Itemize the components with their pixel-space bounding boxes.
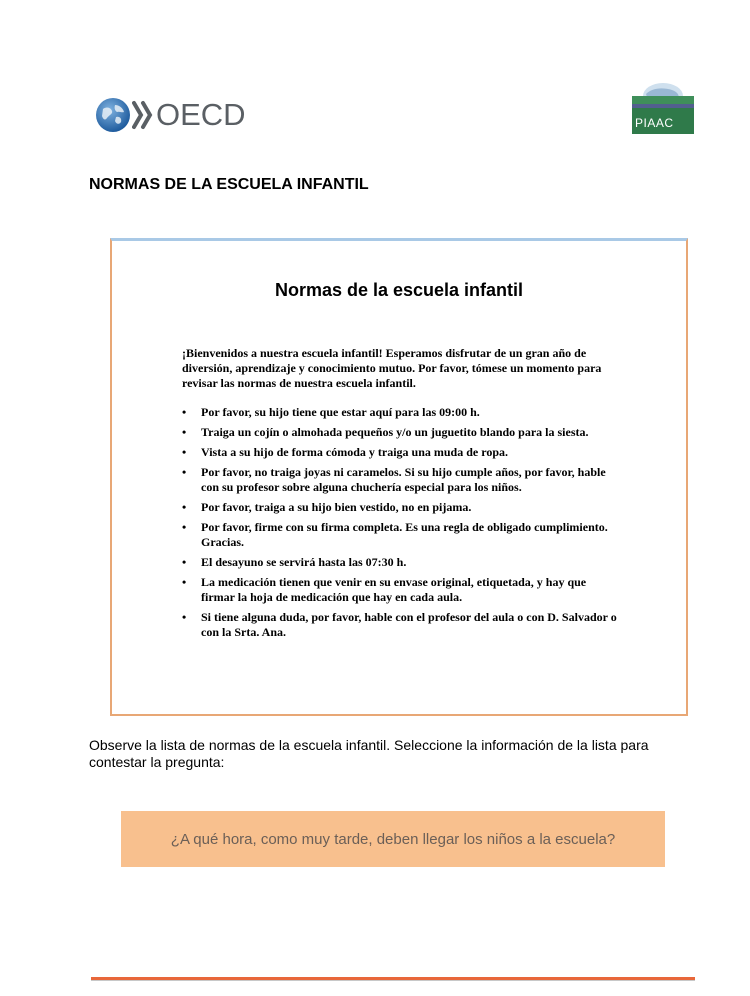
bullet: • bbox=[182, 520, 187, 534]
rule-text: La medicación tienen que venir en su envase original, etiquetada, y hay que firmar la hoja de medicación que hay en cada aula. bbox=[201, 575, 587, 604]
rule-text: Por favor, firme con su firma completa. Es una regla de obligado cumplimiento. Gracias. bbox=[201, 520, 608, 549]
rule-text: Vista a su hijo de forma cómoda y traiga una muda de ropa. bbox=[201, 445, 509, 459]
bullet: • bbox=[182, 445, 187, 459]
piaac-logo-text: PIAAC bbox=[635, 116, 674, 130]
rule-item bbox=[182, 465, 622, 495]
bullet: • bbox=[182, 405, 187, 419]
piaac-logo bbox=[632, 82, 694, 134]
rule-item bbox=[182, 610, 622, 640]
bullet: • bbox=[182, 610, 187, 624]
rule-text: Por favor, no traiga joyas ni caramelos. Si su hijo cumple años, por favor, hable con su profesor sobre alguna chuchería especial para los niños. bbox=[201, 465, 606, 494]
rule-item bbox=[182, 405, 622, 420]
rule-text: Traiga un cojín o almohada pequeños y/o un juguetito blando para la siesta. bbox=[201, 425, 589, 439]
rule-item bbox=[182, 445, 622, 460]
document-heading: Normas de la escuela infantil bbox=[274, 280, 524, 300]
rule-text: Por favor, traiga a su hijo bien vestido, no en pijama. bbox=[201, 500, 472, 514]
rule-text: Por favor, su hijo tiene que estar aquí para las 09:00 h. bbox=[201, 405, 480, 419]
chevrons-icon bbox=[132, 97, 154, 133]
rule-text: Si tiene alguna duda, por favor, hable con el profesor del aula o con D. Salvador o con la Srta. Ana. bbox=[201, 610, 617, 639]
question-box bbox=[121, 811, 665, 867]
bullet: • bbox=[182, 500, 187, 514]
oecd-logo-text: OECD bbox=[156, 97, 246, 132]
bullet: • bbox=[182, 575, 187, 589]
globe-icon bbox=[95, 97, 131, 133]
document-intro: ¡Bienvenidos a nuestra escuela infantil! Esperamos disfrutar de un gran año de diversión, aprendizaje y conocimiento mutuo. Por favor, tómese un momento para revisar las normas de nuestra escuela infantil. bbox=[182, 346, 602, 390]
rule-text: El desayuno se servirá hasta las 07:30 h. bbox=[201, 555, 407, 569]
rules-document bbox=[110, 238, 688, 716]
oecd-logo bbox=[95, 95, 246, 135]
rule-item bbox=[182, 520, 622, 550]
rule-item bbox=[182, 500, 622, 515]
rule-item bbox=[182, 425, 622, 440]
rules-list bbox=[182, 405, 622, 645]
bullet: • bbox=[182, 555, 187, 569]
question-text: ¿A qué hora, como muy tarde, deben llegar los niños a la escuela? bbox=[170, 830, 616, 848]
rule-item bbox=[182, 555, 622, 570]
page-title: NORMAS DE LA ESCUELA INFANTIL bbox=[89, 176, 369, 193]
footer-divider bbox=[91, 977, 695, 981]
instructions-text: Observe la lista de normas de la escuela infantil. Seleccione la información de la lista para contestar la pregunta: bbox=[89, 737, 649, 770]
bullet: • bbox=[182, 425, 187, 439]
bullet: • bbox=[182, 465, 187, 479]
rule-item bbox=[182, 575, 622, 605]
